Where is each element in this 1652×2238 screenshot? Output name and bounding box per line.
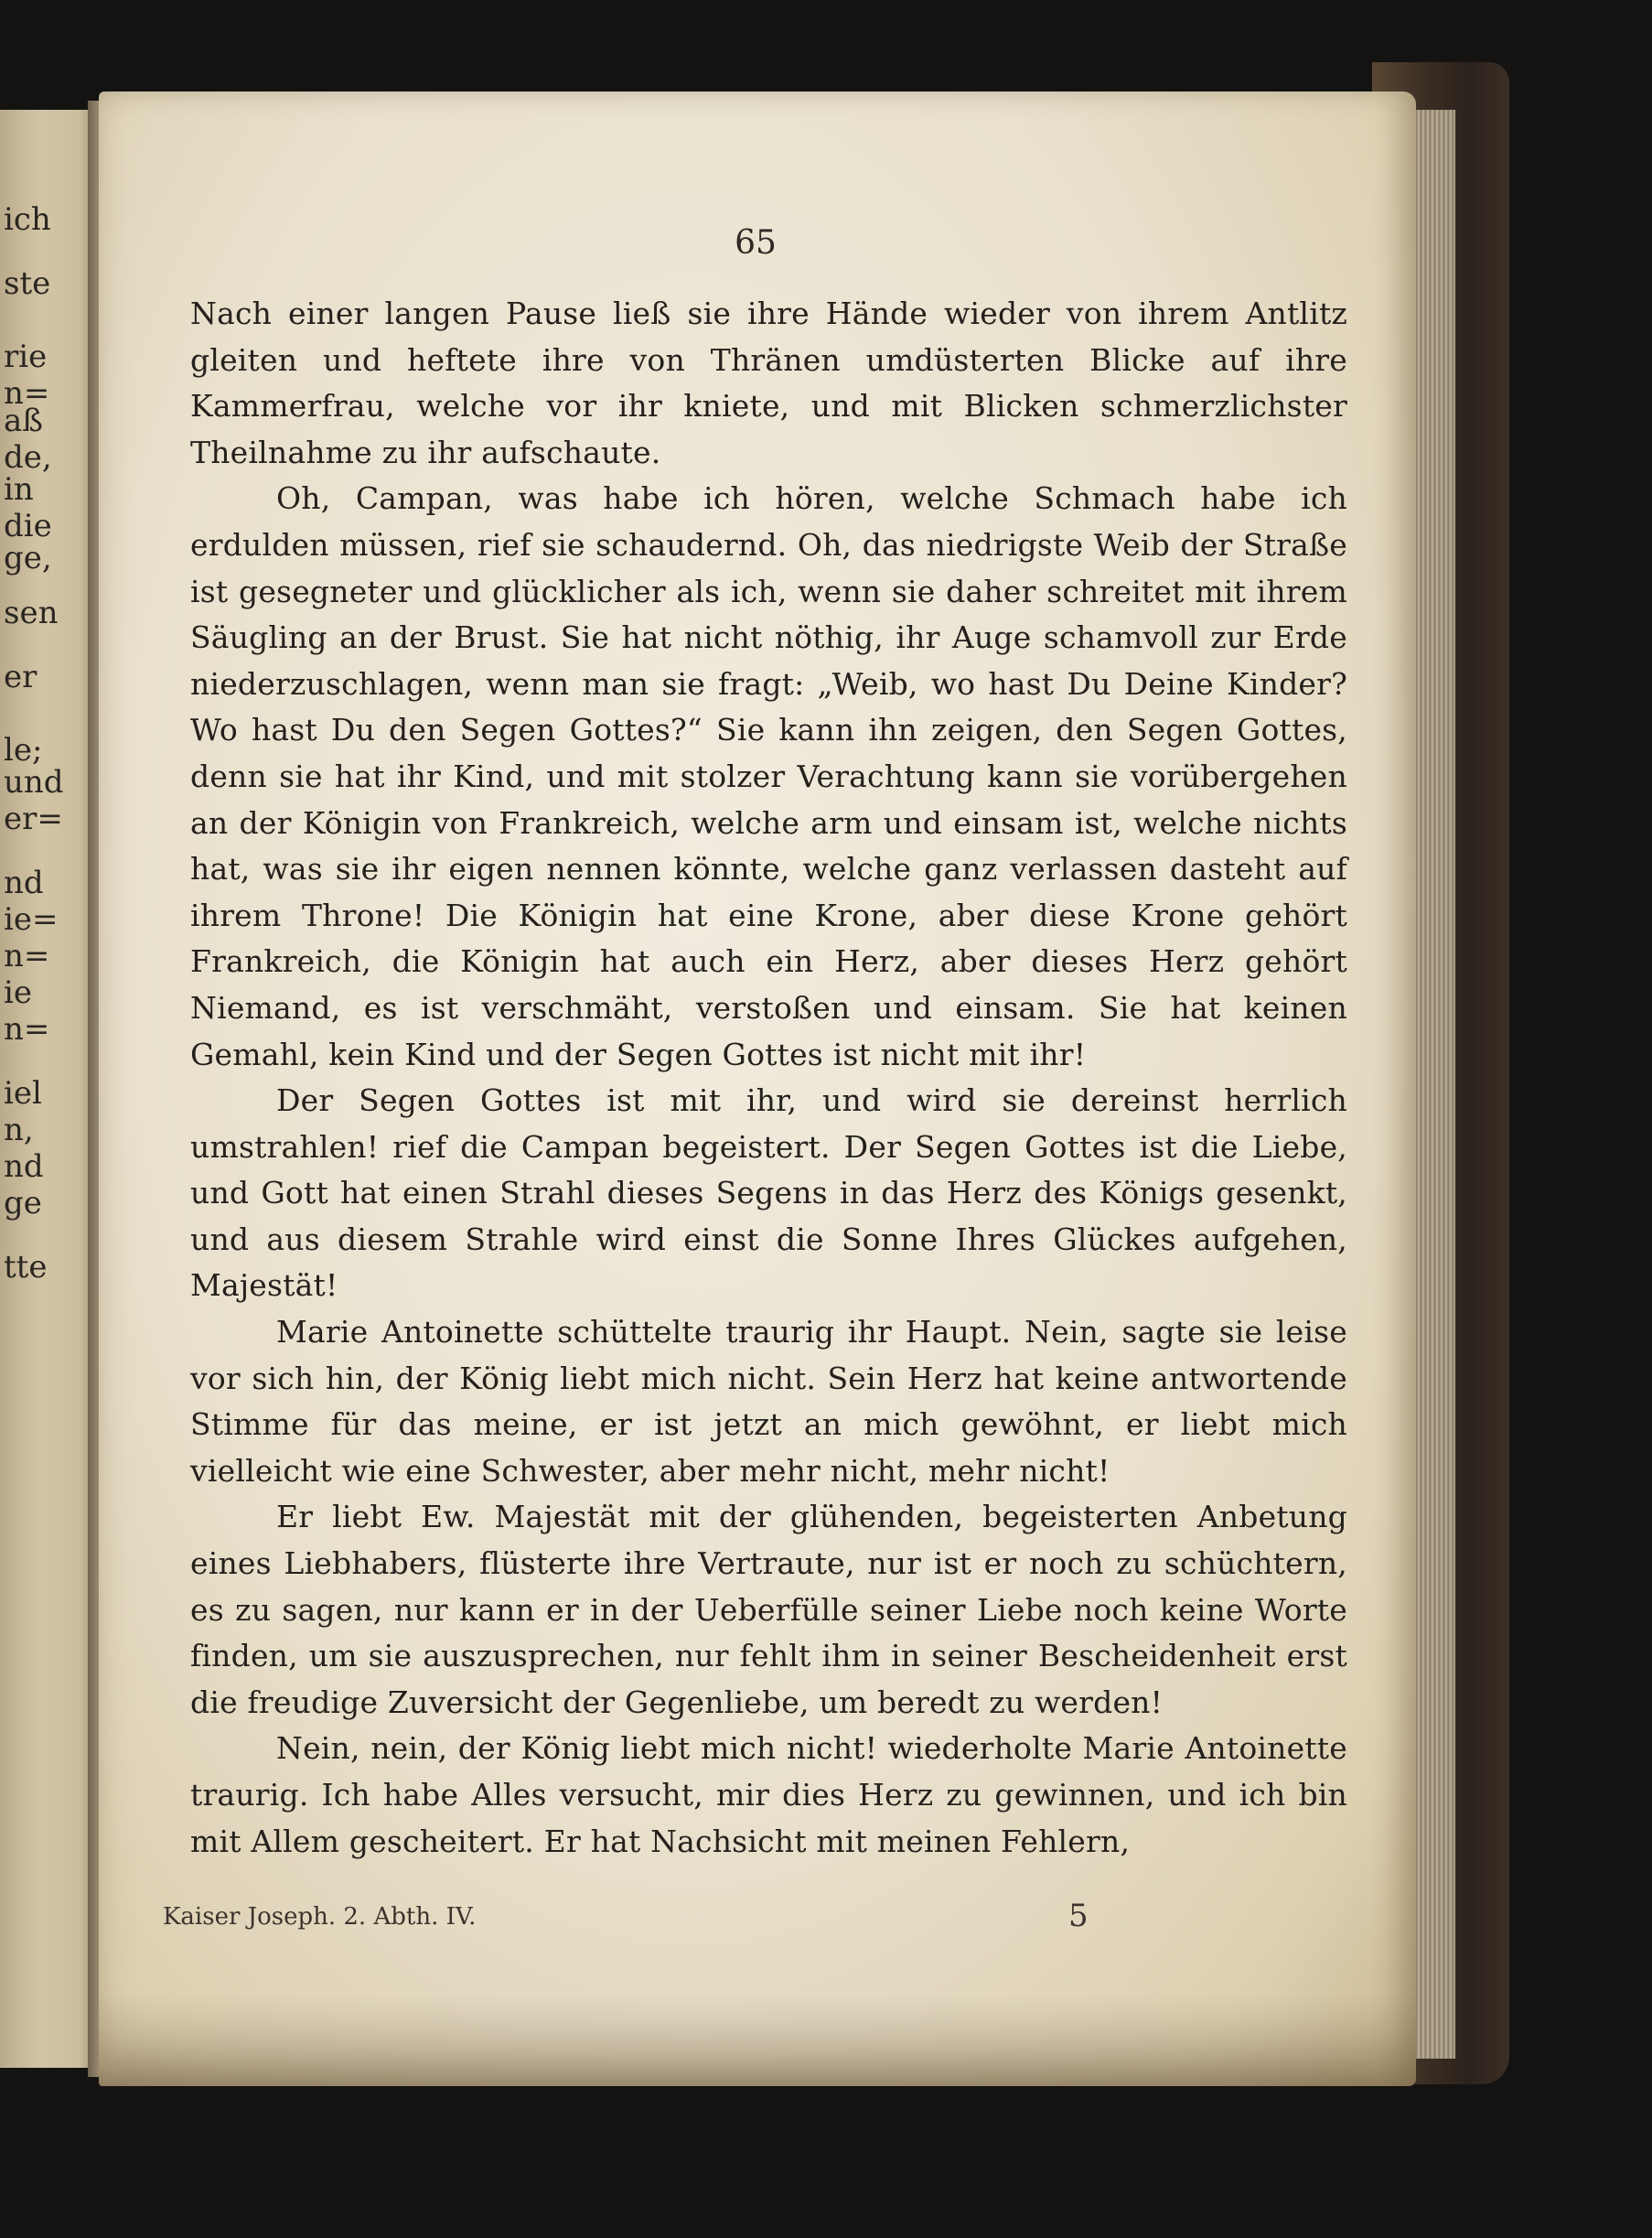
previous-page-fragment: n= [4,938,50,974]
previous-page-edge [0,110,99,2068]
paragraph: Nein, nein, der König liebt mich nicht! wiederholte Marie Antoinette traurig. Ich habe Alles versucht, mir dies Herz zu gewinnen, und ich bin mit Allem gescheitert. Er hat Nachsicht mit meinen Fehlern, [190,1730,1347,1859]
body-text [190,291,1347,1865]
previous-page-fragment: tte [4,1249,48,1286]
paragraph: Oh, Campan, was habe ich hören, welche Schmach habe ich erdulden müssen, rief sie schaudernd. Oh, das niedrigste Weib der Straße ist gesegneter und glücklicher als ich, wenn sie daher schreitet mit ihrem Säugling an der Brust. Sie hat nicht nöthig, ihr Auge schamvoll zur Erde niederzuschlagen, wenn man sie fragt: „Weib, wo hast Du Deine Kinder? Wo hast Du den Segen Gottes?“ Sie kann ihn zeigen, den Segen Gottes, denn sie hat ihr Kind, und mit stolzer Verachtung kann sie vorübergehen an der Königin von Frankreich, welche arm und einsam ist, welche nichts hat, was sie ihr eigen nennen könnte, welche ganz verlassen dasteht auf ihrem Throne! Die Königin hat eine Krone, aber diese Krone gehört Frankreich, die Königin hat auch ein Herz, aber dieses Herz gehört Niemand, es ist verschmäht, verstoßen und einsam. Sie hat keinen Gemahl, kein Kind und der Segen Gottes ist nicht mit ihr! [190,480,1347,1072]
paragraph: Er liebt Ew. Majestät mit der glühenden, begeisterten Anbetung eines Liebhabers, flüsterte ihre Vertraute, nur ist er noch zu schüchtern, es zu sagen, nur kann er in der Ueberfülle seiner Liebe noch keine Worte finden, um sie auszusprechen, nur fehlt ihm in seiner Bescheidenheit erst die freudige Zuversicht der Gegenliebe, um beredt zu werden! [190,1499,1347,1720]
paragraph: Nach einer langen Pause ließ sie ihre Hände wieder von ihrem Antlitz gleiten und heftete ihre von Thränen umdüsterten Blicke auf ihre Kammerfrau, welche vor ihr kniete, und mit Blicken schmerzlichster Theilnahme zu ihr aufschaute. [190,296,1347,470]
paragraph: Marie Antoinette schüttelte traurig ihr Haupt. Nein, sagte sie leise vor sich hin, der König liebt mich nicht. Sein Herz hat keine antwortende Stimme für das meine, er ist jetzt an mich gewöhnt, er liebt mich vielleicht wie eine Schwester, aber mehr nicht, mehr nicht! [190,1314,1347,1489]
page-number: 65 [735,224,777,262]
signature-mark: 5 [1068,1898,1089,1934]
previous-page-fragment: er= [4,801,63,837]
book-page [99,91,1416,2086]
previous-page-fragment: und [4,764,64,801]
previous-page-fragment: de, [4,439,52,476]
previous-page-fragment: nd [4,1148,44,1185]
previous-page-fragment: ge, [4,540,52,576]
page-footer [163,1898,1114,1934]
previous-page-fragment: sen [4,595,59,631]
page-bottom-shading [99,1995,1416,2086]
previous-page-fragment: n, [4,1112,34,1148]
footer-title: Kaiser Joseph. 2. Abth. IV. [163,1903,477,1931]
previous-page-fragment: die [4,508,52,544]
previous-page-fragment: ie= [4,901,59,938]
previous-page-fragment: n= [4,375,50,412]
previous-page-fragment: in [4,471,34,508]
paragraph: Der Segen Gottes ist mit ihr, und wird sie dereinst herrlich umstrahlen! rief die Campan begeistert. Der Segen Gottes ist die Liebe, und Gott hat einen Strahl dieses Segens in das Herz des Königs gesenkt, und aus diesem Strahle wird einst die Sonne Ihres Glückes aufgehen, Majestät! [190,1082,1347,1304]
previous-page-fragment: n= [4,1011,50,1048]
previous-page-fragment: ich [4,201,51,238]
previous-page-fragment: ge [4,1185,42,1221]
previous-page-fragment: le; [4,732,43,769]
previous-page-fragment: ie [4,974,32,1011]
previous-page-fragment: rie [4,339,48,375]
previous-page-fragment: iel [4,1075,42,1112]
previous-page-fragment: nd [4,865,44,901]
previous-page-fragment: aß [4,403,43,439]
previous-page-fragment: er [4,659,38,695]
previous-page-fragment: ste [4,265,51,302]
